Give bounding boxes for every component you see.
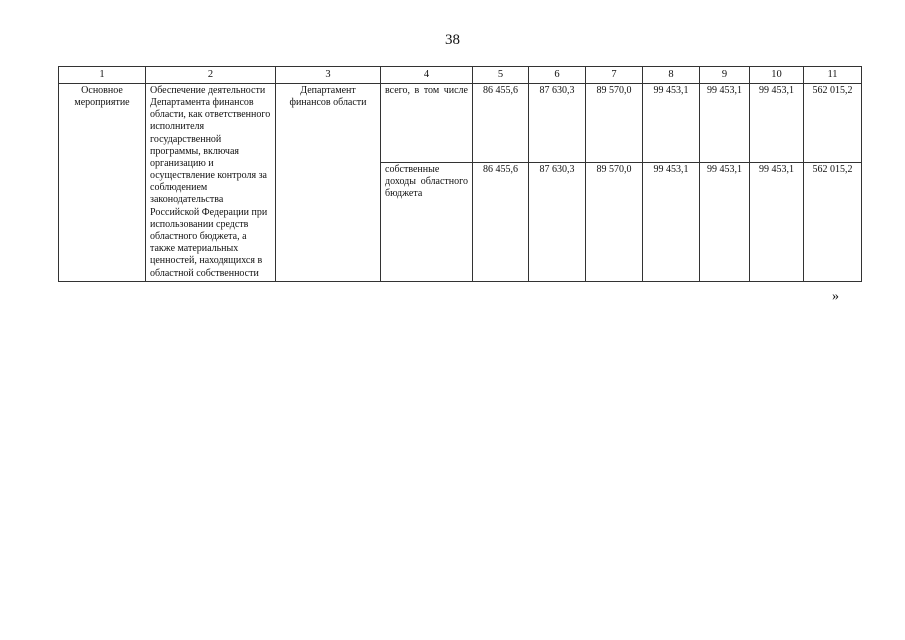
budget-table xyxy=(58,66,862,282)
value-cell: 99 453,1 xyxy=(750,162,804,281)
value-cell: 86 455,6 xyxy=(473,162,529,281)
value-cell: 562 015,2 xyxy=(804,162,862,281)
page-number: 38 xyxy=(445,32,460,48)
header-row xyxy=(59,67,862,84)
value-cell: 87 630,3 xyxy=(529,162,586,281)
header-cell: 5 xyxy=(473,67,529,84)
header-cell: 3 xyxy=(276,67,381,84)
value-cell: 99 453,1 xyxy=(700,83,750,162)
value-cell: 99 453,1 xyxy=(750,83,804,162)
value-cell: 562 015,2 xyxy=(804,83,862,162)
closing-quote-mark: » xyxy=(832,289,839,304)
source-own-revenue-cell: собственные доходы областного бюджета xyxy=(381,162,473,281)
value-cell: 87 630,3 xyxy=(529,83,586,162)
value-cell: 99 453,1 xyxy=(643,162,700,281)
value-cell: 99 453,1 xyxy=(700,162,750,281)
value-cell: 89 570,0 xyxy=(586,83,643,162)
header-cell: 1 xyxy=(59,67,146,84)
header-cell: 8 xyxy=(643,67,700,84)
header-cell: 7 xyxy=(586,67,643,84)
header-cell: 4 xyxy=(381,67,473,84)
header-cell: 6 xyxy=(529,67,586,84)
activity-name-cell: Обеспечение деятельности Департамента финансов области, как ответственного исполнителя государственной программы, включая организацию и осуществление контроля за соблюдением законодательства Российской Федерации при использовании средств областного бюджета, а также материальных ценностей, находящихся в областной собственности xyxy=(146,83,276,281)
activity-type-cell: Основное мероприятие xyxy=(59,83,146,281)
table-row-total xyxy=(59,83,862,162)
executor-cell: Департамент финансов области xyxy=(276,83,381,281)
value-cell: 86 455,6 xyxy=(473,83,529,162)
source-total-cell: всего, в том числе xyxy=(381,83,473,162)
value-cell: 99 453,1 xyxy=(643,83,700,162)
header-cell: 2 xyxy=(146,67,276,84)
header-cell: 10 xyxy=(750,67,804,84)
header-cell: 9 xyxy=(700,67,750,84)
header-cell: 11 xyxy=(804,67,862,84)
value-cell: 89 570,0 xyxy=(586,162,643,281)
